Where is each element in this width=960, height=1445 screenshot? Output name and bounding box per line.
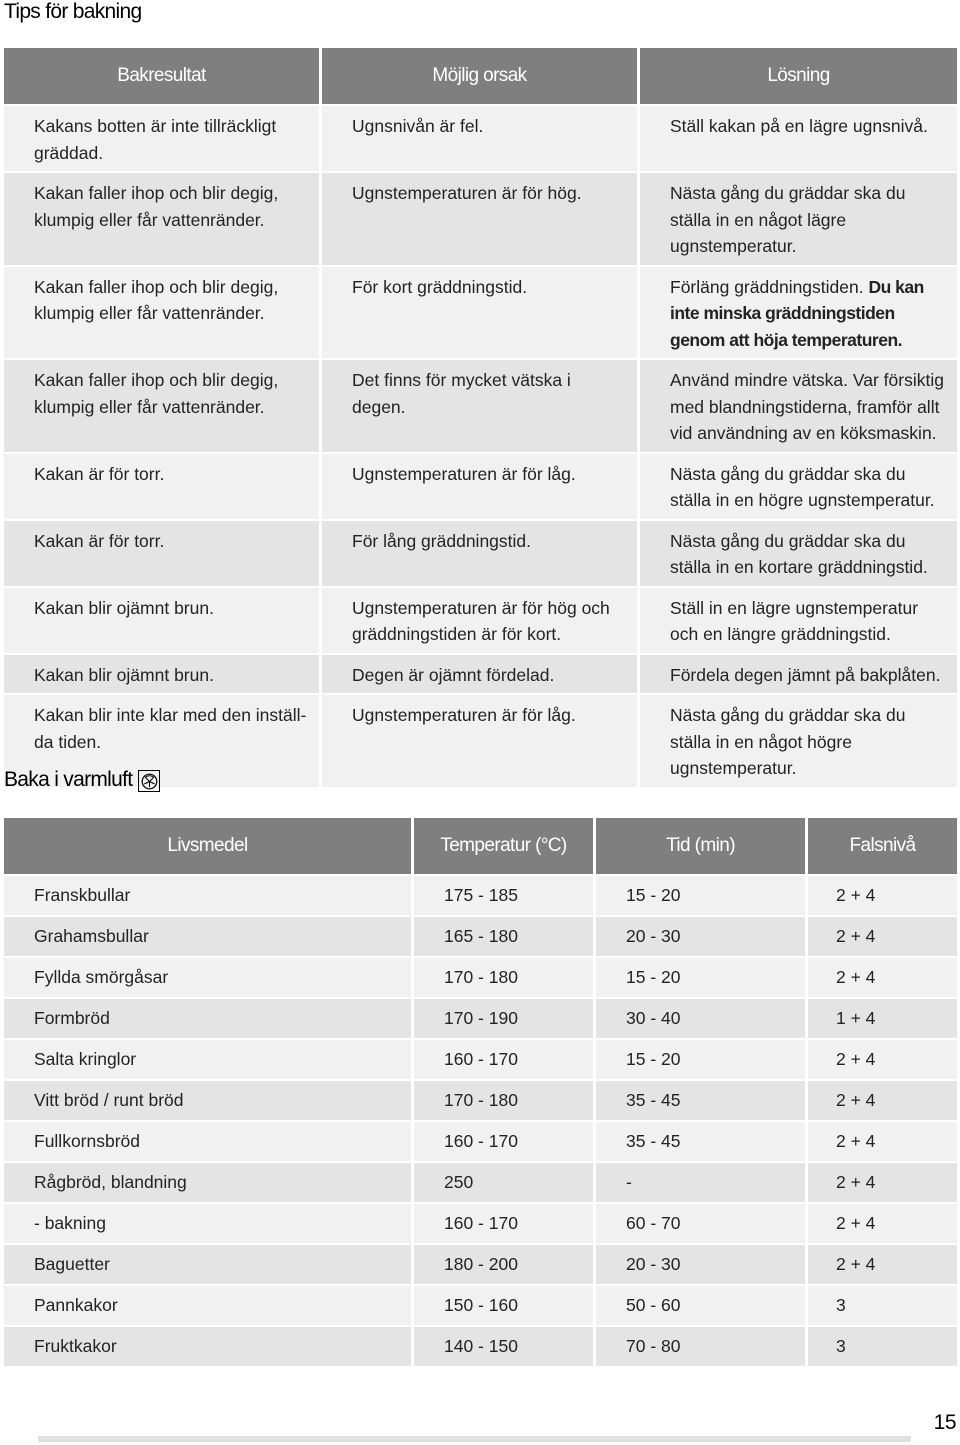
food-cell: - bakning xyxy=(4,1204,414,1245)
table-row xyxy=(4,588,957,655)
shelf-level-cell: 2 + 4 xyxy=(808,1163,957,1204)
solution-cell xyxy=(640,173,957,267)
result-cell: Kakan faller ihop och blir degig, klumpig eller får vattenränder. xyxy=(4,360,322,454)
fan-baking-title-text: Baka i varmluft xyxy=(4,768,133,791)
solution-text: Nästa gång du gräddar ska du ställa in en något högre ugnstemperatur. xyxy=(670,705,906,778)
food-cell: Pannkakor xyxy=(4,1286,414,1327)
cause-cell: Ugnstemperaturen är för hög och gräddningstiden är för kort. xyxy=(322,588,640,655)
table-row xyxy=(4,1204,957,1245)
solution-cell xyxy=(640,106,957,173)
shelf-level-cell: 2 + 4 xyxy=(808,917,957,958)
time-cell: 20 - 30 xyxy=(596,1245,808,1286)
solution-text: Nästa gång du gräddar ska du ställa in en högre ugnstemperatur. xyxy=(670,463,935,510)
solution-cell xyxy=(640,695,957,789)
table-row xyxy=(4,1081,957,1122)
cause-cell: Ugnstemperaturen är för låg. xyxy=(322,454,640,521)
result-cell: Kakan är för torr. xyxy=(4,454,322,521)
result-cell: Kakans botten är inte tillräckligt gräddad. xyxy=(4,106,322,173)
temperature-cell: 160 - 170 xyxy=(414,1122,596,1163)
food-cell: Fyllda smörgåsar xyxy=(4,958,414,999)
result-cell: Kakan är för torr. xyxy=(4,521,322,588)
table-row xyxy=(4,1040,957,1081)
cause-cell: Ugnstemperaturen är för låg. xyxy=(322,695,640,789)
table-row xyxy=(4,106,957,173)
tips-table-body xyxy=(4,106,957,789)
solution-cell xyxy=(640,588,957,655)
time-cell: 35 - 45 xyxy=(596,1081,808,1122)
shelf-level-cell: 2 + 4 xyxy=(808,958,957,999)
header-losning: Lösning xyxy=(640,48,957,106)
fan-baking-section-title xyxy=(4,768,160,792)
fan-baking-table xyxy=(4,818,957,1368)
tips-header-row xyxy=(4,48,957,106)
header-mojlig-orsak: Möjlig orsak xyxy=(322,48,640,106)
page-number: 15 xyxy=(933,1411,956,1434)
cause-cell: För kort gräddningstid. xyxy=(322,267,640,361)
solution-text: Fördela degen jämnt på bakplåten. xyxy=(670,664,941,685)
time-cell: 60 - 70 xyxy=(596,1204,808,1245)
food-cell: Franskbullar xyxy=(4,876,414,917)
food-cell: Grahamsbullar xyxy=(4,917,414,958)
cause-cell: För lång gräddningstid. xyxy=(322,521,640,588)
table-row xyxy=(4,1163,957,1204)
result-cell: Kakan blir ojämnt brun. xyxy=(4,655,322,696)
solution-warning-text: Du kan inte minska gräddningstiden genom att höja temperaturen. xyxy=(670,276,924,350)
temperature-cell: 180 - 200 xyxy=(414,1245,596,1286)
food-cell: Fullkornsbröd xyxy=(4,1122,414,1163)
food-cell: Rågbröd, blandning xyxy=(4,1163,414,1204)
result-cell: Kakan blir ojämnt brun. xyxy=(4,588,322,655)
solution-cell xyxy=(640,454,957,521)
solution-text: Nästa gång du gräddar ska du ställa in en kortare gräddningstid. xyxy=(670,530,928,577)
solution-cell xyxy=(640,360,957,454)
solution-text: Ställ kakan på en lägre ugnsnivå. xyxy=(670,116,928,136)
tips-section-title: Tips för bakning xyxy=(4,0,142,23)
solution-cell xyxy=(640,521,957,588)
solution-cell xyxy=(640,655,957,696)
time-cell: 15 - 20 xyxy=(596,958,808,999)
header-temperatur: Temperatur (°C) xyxy=(414,818,596,876)
cause-cell: Det finns för mycket vätska i degen. xyxy=(322,360,640,454)
temperature-cell: 175 - 185 xyxy=(414,876,596,917)
temperature-cell: 250 xyxy=(414,1163,596,1204)
table-row xyxy=(4,999,957,1040)
solution-text: Nästa gång du gräddar ska du ställa in en något lägre ugnstemperatur. xyxy=(670,183,906,256)
temperature-cell: 170 - 180 xyxy=(414,958,596,999)
table-row xyxy=(4,267,957,361)
shelf-level-cell: 2 + 4 xyxy=(808,1081,957,1122)
table-row xyxy=(4,917,957,958)
time-cell: - xyxy=(596,1163,808,1204)
table-row xyxy=(4,1122,957,1163)
table-row xyxy=(4,360,957,454)
food-cell: Formbröd xyxy=(4,999,414,1040)
time-cell: 15 - 20 xyxy=(596,876,808,917)
solution-cell xyxy=(640,267,957,361)
result-cell: Kakan blir inte klar med den inställ-da tiden. xyxy=(4,695,322,789)
shelf-level-cell: 2 + 4 xyxy=(808,1204,957,1245)
shelf-level-cell: 2 + 4 xyxy=(808,876,957,917)
table-row xyxy=(4,655,957,696)
table-row xyxy=(4,454,957,521)
table-row xyxy=(4,1286,957,1327)
solution-text: Ställ in en lägre ugnstemperatur och en längre gräddningstid. xyxy=(670,597,919,644)
cause-cell: Ugnstemperaturen är för hög. xyxy=(322,173,640,267)
time-cell: 15 - 20 xyxy=(596,1040,808,1081)
table-row xyxy=(4,173,957,267)
food-cell: Baguetter xyxy=(4,1245,414,1286)
cause-cell: Degen är ojämnt fördelad. xyxy=(322,655,640,696)
temperature-cell: 160 - 170 xyxy=(414,1204,596,1245)
table-row xyxy=(4,521,957,588)
header-falsniva: Falsnivå xyxy=(808,818,957,876)
footer-rule xyxy=(38,1436,911,1442)
food-cell: Fruktkakor xyxy=(4,1327,414,1368)
baking-header-row xyxy=(4,818,957,876)
food-cell: Salta kringlor xyxy=(4,1040,414,1081)
temperature-cell: 165 - 180 xyxy=(414,917,596,958)
shelf-level-cell: 2 + 4 xyxy=(808,1040,957,1081)
table-row xyxy=(4,958,957,999)
food-cell: Vitt bröd / runt bröd xyxy=(4,1081,414,1122)
time-cell: 50 - 60 xyxy=(596,1286,808,1327)
header-tid: Tid (min) xyxy=(596,818,808,876)
header-livsmedel: Livsmedel xyxy=(4,818,414,876)
solution-text: Använd mindre vätska. Var försiktig med blandningstiderna, framför allt vid användning av en köksmaskin. xyxy=(670,370,944,443)
temperature-cell: 170 - 180 xyxy=(414,1081,596,1122)
result-cell: Kakan faller ihop och blir degig, klumpig eller får vattenränder. xyxy=(4,267,322,361)
tips-table xyxy=(4,48,957,789)
time-cell: 30 - 40 xyxy=(596,999,808,1040)
shelf-level-cell: 3 xyxy=(808,1327,957,1368)
time-cell: 20 - 30 xyxy=(596,917,808,958)
shelf-level-cell: 2 + 4 xyxy=(808,1122,957,1163)
cause-cell: Ugnsnivån är fel. xyxy=(322,106,640,173)
solution-text: Förläng gräddningstiden. xyxy=(670,276,864,297)
temperature-cell: 160 - 170 xyxy=(414,1040,596,1081)
shelf-level-cell: 1 + 4 xyxy=(808,999,957,1040)
temperature-cell: 140 - 150 xyxy=(414,1327,596,1368)
fan-icon xyxy=(138,770,160,792)
table-row xyxy=(4,1245,957,1286)
time-cell: 35 - 45 xyxy=(596,1122,808,1163)
time-cell: 70 - 80 xyxy=(596,1327,808,1368)
header-bakresultat: Bakresultat xyxy=(4,48,322,106)
temperature-cell: 170 - 190 xyxy=(414,999,596,1040)
shelf-level-cell: 3 xyxy=(808,1286,957,1327)
temperature-cell: 150 - 160 xyxy=(414,1286,596,1327)
table-row xyxy=(4,1327,957,1368)
result-cell: Kakan faller ihop och blir degig, klumpig eller får vattenränder. xyxy=(4,173,322,267)
table-row xyxy=(4,876,957,917)
baking-table-body xyxy=(4,876,957,1368)
shelf-level-cell: 2 + 4 xyxy=(808,1245,957,1286)
